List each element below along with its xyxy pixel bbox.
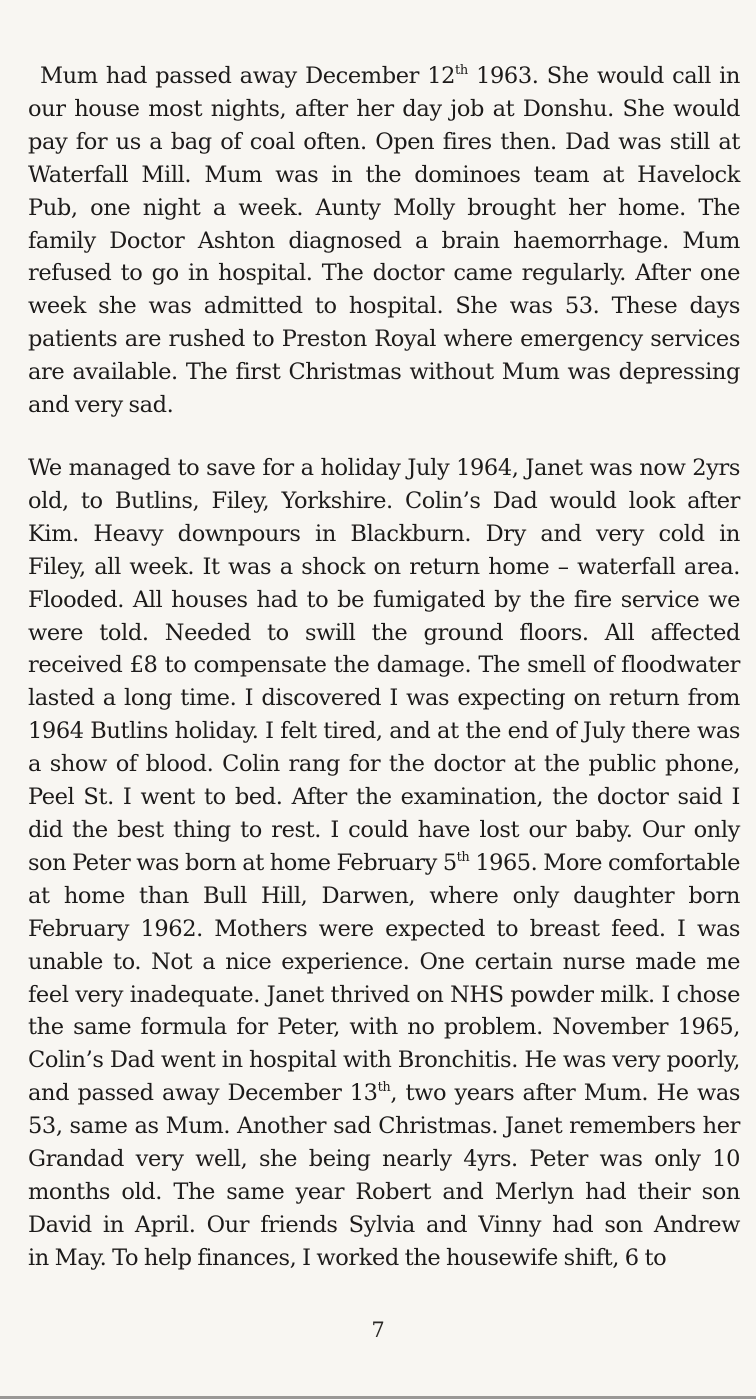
text-line bbox=[28, 452, 740, 485]
line-text: refused to go in hospital. The doctor came regularly. After one bbox=[28, 260, 740, 287]
text-line bbox=[28, 1242, 740, 1275]
line-text: and passed away December 13 bbox=[28, 1080, 378, 1107]
line-text: Waterfall Mill. Mum was in the dominoes team at Havelock bbox=[28, 161, 740, 188]
line-text-after: 1965. More comfortable bbox=[469, 849, 740, 876]
line-text: are available. The first Christmas without Mum was depressing bbox=[28, 359, 740, 386]
text-line bbox=[28, 880, 740, 913]
text-line bbox=[28, 323, 740, 356]
paragraph-2 bbox=[28, 452, 740, 1275]
line-text: the same formula for Peter, with no problem. November 1965, bbox=[28, 1014, 740, 1041]
page-number: 7 bbox=[371, 1318, 385, 1342]
line-text: David in April. Our friends Sylvia and Vinny had son Andrew bbox=[28, 1211, 740, 1238]
line-text: son Peter was born at home February 5 bbox=[28, 849, 457, 876]
text-line bbox=[28, 551, 740, 584]
text-line bbox=[28, 1176, 740, 1209]
line-text: feel very inadequate. Janet thrived on NHS powder milk. I chose bbox=[28, 981, 740, 1008]
line-text-after: 1963. She would call in bbox=[467, 63, 740, 89]
line-text: Pub, one night a week. Aunty Molly brought her home. The bbox=[28, 194, 740, 221]
text-line bbox=[28, 946, 740, 979]
superscript: th bbox=[456, 849, 470, 865]
line-text: We managed to save for a holiday July 1964, Janet was now 2yrs bbox=[28, 455, 740, 481]
line-text: Flooded. All houses had to be fumigated by the fire service we bbox=[28, 586, 740, 613]
line-text: Mum had passed away December 12 bbox=[40, 63, 456, 89]
text-line bbox=[28, 649, 740, 682]
line-text: months old. The same year Robert and Merlyn had their son bbox=[28, 1178, 740, 1205]
line-text: old, to Butlins, Filey, Yorkshire. Colin’s Dad would look after bbox=[28, 487, 740, 514]
line-text: Filey, all week. It was a shock on return home – waterfall area. bbox=[28, 553, 740, 580]
superscript: th bbox=[455, 63, 468, 78]
text-line bbox=[28, 1011, 740, 1044]
line-text-after: , two years after Mum. He was bbox=[390, 1080, 740, 1107]
text-line bbox=[28, 1143, 740, 1176]
text-line bbox=[28, 781, 740, 814]
text-line bbox=[28, 913, 740, 946]
text-line bbox=[28, 814, 740, 847]
text-line bbox=[28, 126, 740, 159]
line-text: received £8 to compensate the damage. The smell of floodwater bbox=[28, 652, 740, 679]
text-line bbox=[28, 192, 740, 225]
line-text: 1964 Butlins holiday. I felt tired, and at the end of July there was bbox=[28, 718, 740, 745]
text-line bbox=[28, 847, 740, 880]
text-line bbox=[28, 1077, 740, 1110]
text-line bbox=[28, 584, 740, 617]
line-text: lasted a long time. I discovered I was expecting on return from bbox=[28, 685, 740, 712]
paragraph-1 bbox=[28, 60, 740, 422]
text-line bbox=[28, 1044, 740, 1077]
line-text: February 1962. Mothers were expected to breast feed. I was bbox=[28, 915, 740, 942]
text-line bbox=[28, 748, 740, 781]
text-line bbox=[28, 60, 740, 93]
text-line bbox=[28, 682, 740, 715]
text-line bbox=[28, 356, 740, 389]
text-line bbox=[28, 518, 740, 551]
text-line bbox=[28, 389, 740, 422]
line-text: week she was admitted to hospital. She was 53. These days bbox=[28, 293, 740, 320]
line-text: and very sad. bbox=[28, 392, 174, 419]
line-text: Peel St. I went to bed. After the examination, the doctor said I bbox=[28, 784, 740, 811]
line-text: unable to. Not a nice experience. One certain nurse made me bbox=[28, 948, 740, 975]
line-text: pay for us a bag of coal often. Open fires then. Dad was still at bbox=[28, 128, 740, 155]
text-line bbox=[28, 1209, 740, 1242]
text-line bbox=[28, 257, 740, 290]
line-text: 53, same as Mum. Another sad Christmas. Janet remembers her bbox=[28, 1113, 740, 1140]
text-line bbox=[28, 1110, 740, 1143]
line-text: Colin’s Dad went in hospital with Bronchitis. He was very poorly, bbox=[28, 1047, 740, 1074]
line-text: family Doctor Ashton diagnosed a brain haemorrhage. Mum bbox=[28, 227, 740, 254]
line-text: our house most nights, after her day job at Donshu. She would bbox=[28, 95, 740, 122]
text-line bbox=[28, 159, 740, 192]
text-line bbox=[28, 617, 740, 650]
text-line bbox=[28, 979, 740, 1012]
text-line bbox=[28, 485, 740, 518]
line-text: Grandad very well, she being nearly 4yrs. Peter was only 10 bbox=[28, 1146, 740, 1173]
line-text: were told. Needed to swill the ground floors. All affected bbox=[28, 619, 740, 646]
line-text: did the best thing to rest. I could have lost our baby. Our only bbox=[28, 816, 740, 843]
superscript: th bbox=[377, 1080, 391, 1096]
text-line bbox=[28, 225, 740, 258]
text-line bbox=[28, 715, 740, 748]
line-text: in May. To help finances, I worked the housewife shift, 6 to bbox=[28, 1244, 667, 1271]
line-text: at home than Bull Hill, Darwen, where only daughter born bbox=[28, 882, 740, 909]
text-line bbox=[28, 290, 740, 323]
text-line bbox=[28, 93, 740, 126]
line-text: Kim. Heavy downpours in Blackburn. Dry and very cold in bbox=[28, 520, 740, 547]
line-text: patients are rushed to Preston Royal where emergency services bbox=[28, 326, 740, 353]
line-text: a show of blood. Colin rang for the doctor at the public phone, bbox=[28, 751, 740, 778]
